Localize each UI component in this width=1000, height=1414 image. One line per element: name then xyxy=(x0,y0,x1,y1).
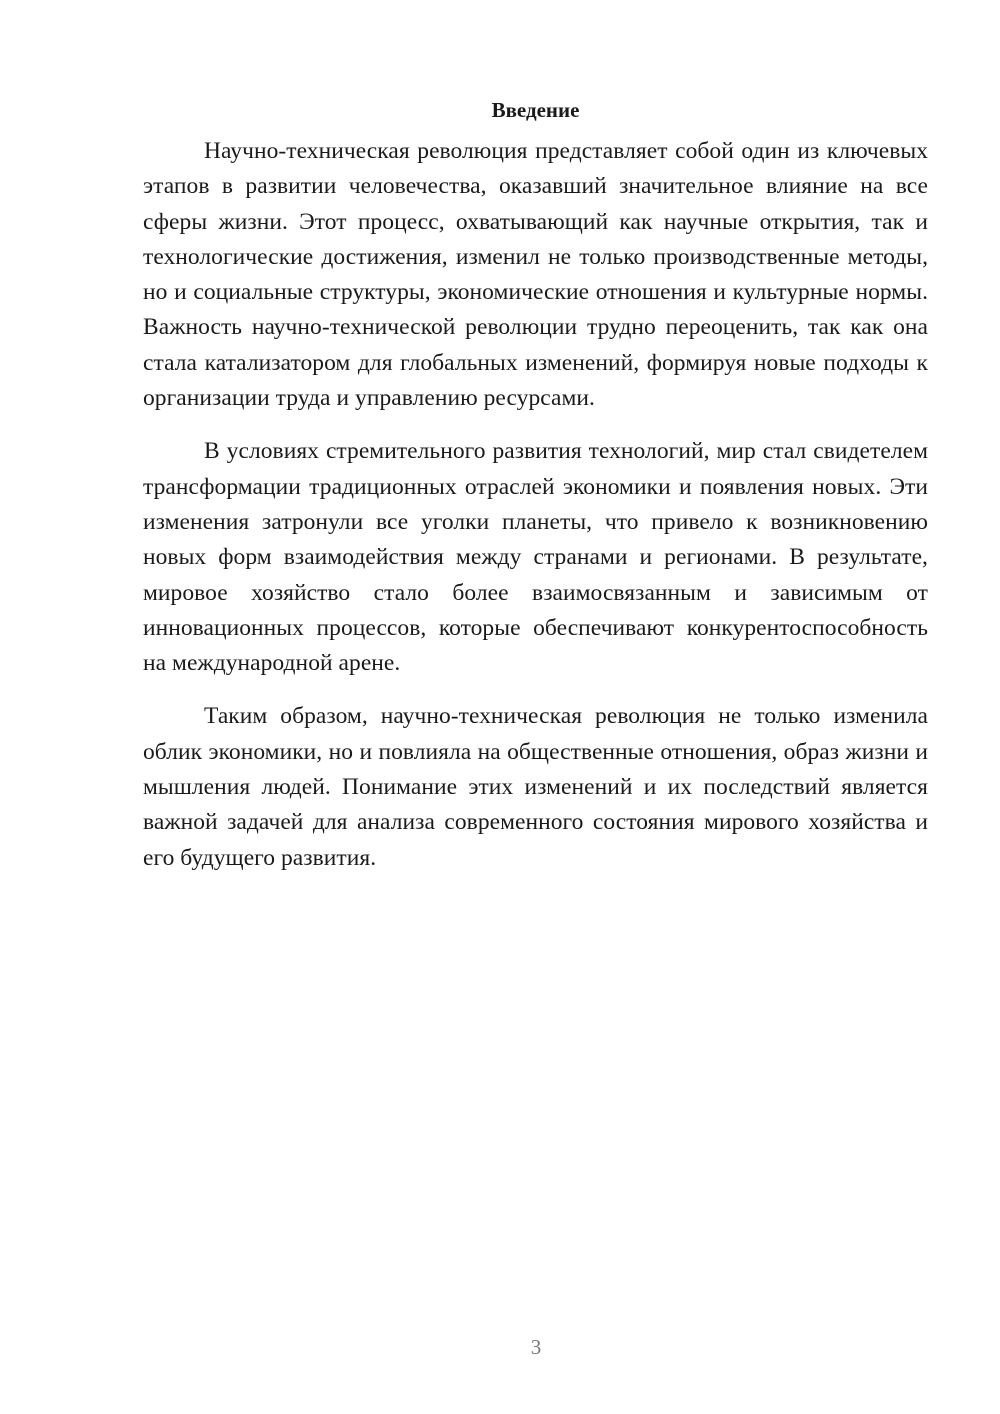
paragraph-1: Научно-техническая революция представляет собой один из ключевых этапов в развитии человечества, оказавший значительное влияние на все сферы жизни. Этот процесс, охватывающий как научные открытия, так и технологические достижения, изменил не только производственные методы, но и социальные структуры, экономические отношения и культурные нормы. Важность научно-технической революции трудно переоценить, так как она стала катализатором для глобальных изменений, формируя новые подходы к организации труда и управлению ресурсами. xyxy=(143,138,928,412)
paragraph-2: В условиях стремительного развития технологий, мир стал свидетелем трансформации традиционных отраслей экономики и появления новых. Эти изменения затронули все уголки планеты, что привело к возникновению новых форм взаимодействия между странами и регионами. В результате, мировое хозяйство стало более взаимосвязанным и зависимым от инновационных процессов, которые обеспечивают конкурентоспособность на международной арене. xyxy=(143,438,928,677)
page-number: 3 xyxy=(530,1335,542,1359)
paragraph-3: Таким образом, научно-техническая революция не только изменила облик экономики, но и повлияла на общественные отношения, образ жизни и мышления людей. Понимание этих изменений и их последствий является важной задачей для анализа современного состояния мирового хозяйства и его будущего развития. xyxy=(143,703,928,871)
section-heading: Введение xyxy=(491,98,580,122)
page-content xyxy=(143,92,928,894)
